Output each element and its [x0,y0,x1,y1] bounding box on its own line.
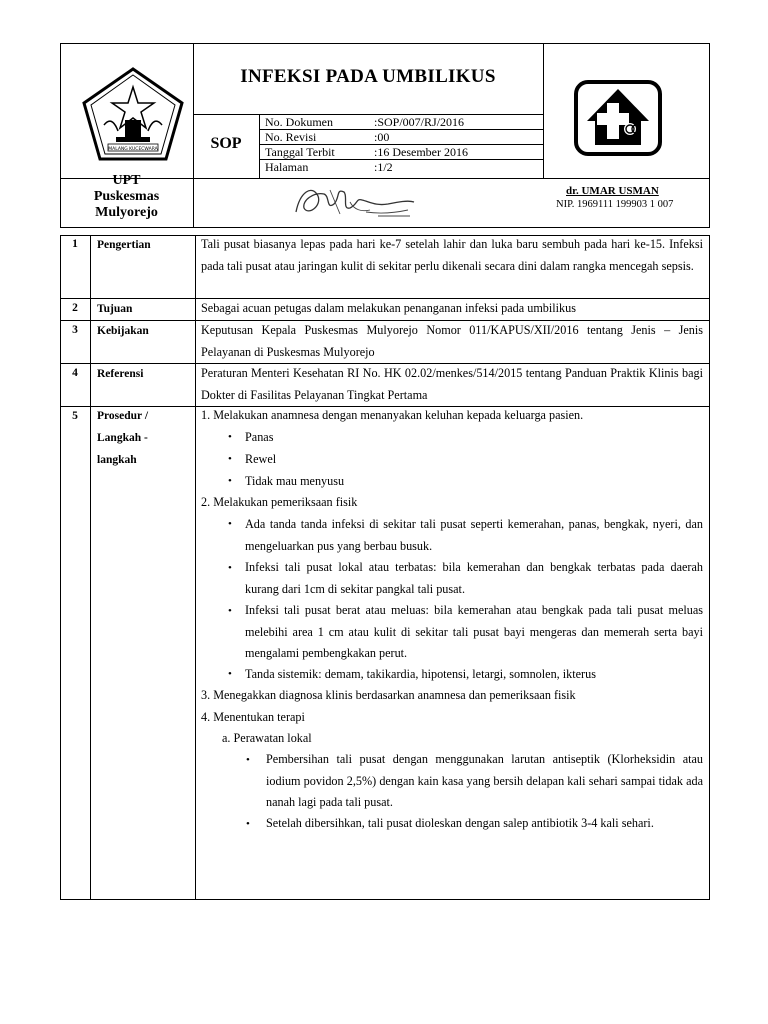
step-2-item: Infeksi tali pusat berat atau meluas: bila kemerahan atau bengkak pada tali pusat meluas melebihi area 1 cm atau kulit di sekitar tali pusat bayi mengeras dan memerah serta bayi mengalami pembengkakan perut. [245,603,703,660]
step-4a-item: Pembersihan tali pusat dengan menggunakan larutan antiseptik (Klorheksidin atau iodium povidon 2,5%) dengan kain kasa yang bersih delapan kali sehari sampai tidak ada nanah lagi pada tali pusat. [266,752,703,809]
meta-label-doc: No. Dokumen [265,115,333,129]
org-line-1: UPT [112,173,141,188]
bullet-icon: • [228,668,232,680]
step-4: 4. Menentukan terapi [201,710,305,724]
step-2-item: Infeksi tali pusat lokal atau terbatas: bila kemerahan dan bengkak terbatas pada daerah kurang dari 1cm di sekitar pangkal tali pusat. [245,560,703,596]
step-4a-item: Setelah dibersihkan, tali pusat dioleskan dengan salep antibiotik 3-4 kali sehari. [266,816,654,830]
header-divider-title [193,114,543,115]
tujuan-text: Sebagai acuan petugas dalam melakukan penanganan infeksi pada umbilikus [201,301,576,315]
doctor-name: dr. UMAR USMAN [566,185,659,197]
step-1: 1. Melakukan anamnesa dengan menanyakan keluhan kepada keluarga pasien. [201,408,584,422]
bullet-icon: • [228,431,232,443]
bullet-icon: • [228,605,232,617]
meta-value-doc: :SOP/007/RJ/2016 [374,115,465,129]
org-line-3: Mulyorejo [95,205,158,220]
meta-value-rev: :00 [374,130,390,144]
malang-logo [78,65,188,165]
row-number: 4 [72,367,78,379]
org-name [60,173,193,221]
document-title: INFEKSI PADA UMBILIKUS [240,66,496,87]
row-number: 3 [72,324,78,336]
bullet-icon: • [228,562,232,574]
signature-image [290,180,430,222]
step-1-item: Rewel [245,452,277,466]
col-divider-num [90,235,91,900]
row-label-pengertian: Pengertian [97,239,151,251]
bullet-icon: • [228,518,232,530]
row-label-prosedur [97,405,148,471]
row-label-kebijakan: Kebijakan [97,325,149,337]
bullet-icon: • [228,475,232,487]
meta-label-page: Halaman [265,160,309,174]
row-number: 5 [72,410,78,422]
col-divider-label [195,235,196,900]
step-1-item: Panas [245,430,274,444]
step-2-item: Tanda sistemik: demam, takikardia, hipotensi, letargi, somnolen, ikterus [245,667,596,681]
bullet-icon: • [246,754,250,766]
prosedur-label-line: Langkah - [97,432,148,444]
row-number: 2 [72,302,78,314]
puskesmas-logo [573,79,663,157]
doctor-nip: NIP. 1969111 199903 1 007 [556,199,674,210]
referensi-text: Peraturan Menteri Kesehatan RI No. HK 02.02/menkes/514/2015 tentang Panduan Praktik Klinis bagi Dokter di Fasilitas Pelayanan Tingkat Pertama [201,366,703,402]
org-line-2: Puskesmas [93,189,160,204]
bullet-icon: • [246,818,250,830]
step-1-item: Tidak mau menyusu [245,474,345,488]
logo-caption: MALANG KUCECWARA [108,147,158,152]
meta-value-page: :1/2 [374,160,393,174]
row-label-tujuan: Tujuan [97,303,133,315]
header-divider-right [543,43,544,178]
meta-divider [259,114,260,178]
kebijakan-text: Keputusan Kepala Puskesmas Mulyorejo Nomor 011/KAPUS/XII/2016 tentang Jenis – Jenis Pelayanan di Puskesmas Mulyorejo [201,323,703,359]
prosedur-label-line: langkah [97,454,137,466]
pengertian-text: Tali pusat biasanya lepas pada hari ke-7 setelah lahir dan luka baru sembuh pada hari ke-15. Infeksi pada tali pusat atau jaringan kulit di sekitar perlu dikenali secara dini dalam rangka mencegah sepsis. [201,237,703,273]
meta-value-date: :16 Desember 2016 [374,145,468,159]
step-2-item: Ada tanda tanda infeksi di sekitar tali pusat seperti kemerahan, panas, bengkak, nyeri, dan mengeluarkan pus yang berbau busuk. [245,517,703,553]
sop-label: SOP [210,135,242,152]
prosedur-label-line: Prosedur / [97,410,149,422]
meta-label-date: Tanggal Terbit [265,145,335,159]
meta-label-rev: No. Revisi [265,130,317,144]
row-number: 1 [72,238,78,250]
step-3: 3. Menegakkan diagnosa klinis berdasarkan anamnesa dan pemeriksaan fisik [201,688,576,702]
step-2: 2. Melakukan pemeriksaan fisik [201,495,358,509]
step-4a: a. Perawatan lokal [222,731,312,745]
row-label-referensi: Referensi [97,368,144,380]
bullet-icon: • [228,453,232,465]
